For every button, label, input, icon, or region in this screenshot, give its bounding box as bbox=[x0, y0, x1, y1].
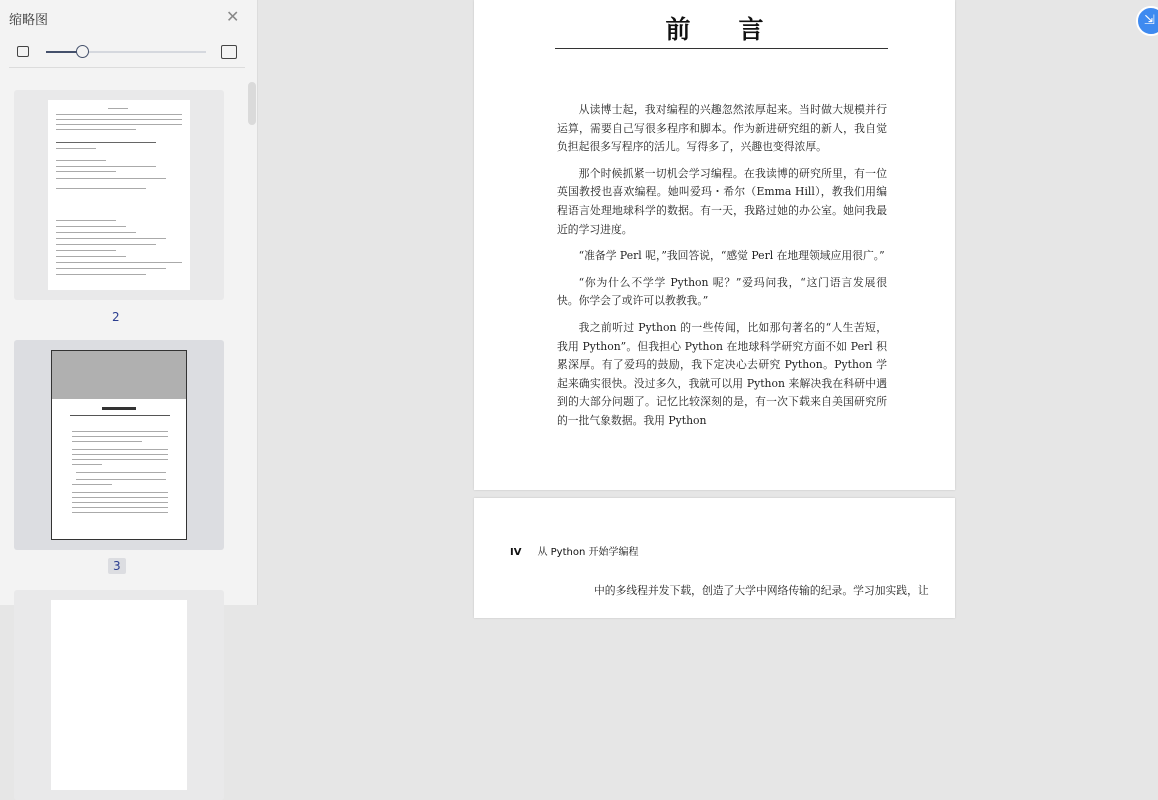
thumbnail-sidebar bbox=[0, 0, 258, 605]
page-label-current[interactable]: 3 bbox=[108, 558, 126, 574]
page-label[interactable]: 2 bbox=[112, 310, 120, 324]
paragraph: 我之前听过 Python 的一些传闻，比如那句著名的“人生苦短，我用 Python”。但我担心 Python 在地球科学研究方面不如 Perl 积累深厚。有了爱玛的鼓励，我下定决心去研究 Python。Python 学起来确实很快。没过多久，我就可以用 Python 来解决我在科研中遇到的大部分问题了。记忆比较深刻的是，有一次下载来自美国研究所的一批气象数据。我用 Python bbox=[557, 320, 887, 427]
document-page-4 bbox=[474, 498, 955, 618]
title-rule bbox=[555, 48, 888, 49]
paragraph: 那个时候抓紧一切机会学习编程。在我读博的研究所里，有一位英国教授也喜欢编程。她叫爱玛・希尔（Emma Hill），教我们用编程语言处理地球科学的数据。有一天，我路过她的办公室。她问我最近的学习进度。 bbox=[557, 166, 887, 236]
zoom-in-image-icon[interactable] bbox=[221, 45, 237, 59]
zoom-out-image-icon[interactable] bbox=[17, 46, 29, 57]
page-body bbox=[557, 101, 887, 439]
slider-handle[interactable] bbox=[76, 45, 89, 58]
page-thumbnail-image bbox=[51, 350, 187, 540]
page-number: IV bbox=[510, 547, 522, 558]
sidebar-title: 缩略图 bbox=[9, 13, 49, 28]
sidebar-scrollbar[interactable] bbox=[248, 82, 256, 125]
divider bbox=[9, 67, 245, 68]
paragraph: “准备学 Perl 呢，”我回答说，“感觉 Perl 在地理领域应用很广。” bbox=[578, 249, 885, 263]
paragraph: 中的多线程并发下载，创造了大学中网络传输的纪录。学习加实践，让 bbox=[594, 584, 929, 597]
page-thumbnail-image bbox=[48, 100, 190, 290]
thumbnail-page-2[interactable] bbox=[14, 90, 224, 300]
page-title: 前言 bbox=[665, 15, 812, 44]
thumbnail-page-4[interactable] bbox=[14, 590, 224, 800]
close-icon[interactable]: ✕ bbox=[226, 7, 240, 26]
running-header bbox=[510, 543, 639, 558]
book-title: 从 Python 开始学编程 bbox=[537, 547, 639, 558]
thumbnail-page-3[interactable] bbox=[14, 340, 224, 550]
document-page-3 bbox=[474, 0, 955, 490]
paragraph: “你为什么不学学 Python 呢？”爱玛问我，“这门语言发展很快。你学会了或许可以教教我。” bbox=[557, 275, 887, 308]
export-icon[interactable]: ⇲ bbox=[1136, 6, 1158, 36]
paragraph: 从读博士起，我对编程的兴趣忽然浓厚起来。当时做大规模并行运算，需要自己写很多程序和脚本。作为新进研究组的新人，我自觉负担起很多写程序的活儿。写得多了，兴趣也变得浓厚。 bbox=[557, 103, 887, 154]
thumbnail-size-slider[interactable] bbox=[46, 51, 206, 53]
